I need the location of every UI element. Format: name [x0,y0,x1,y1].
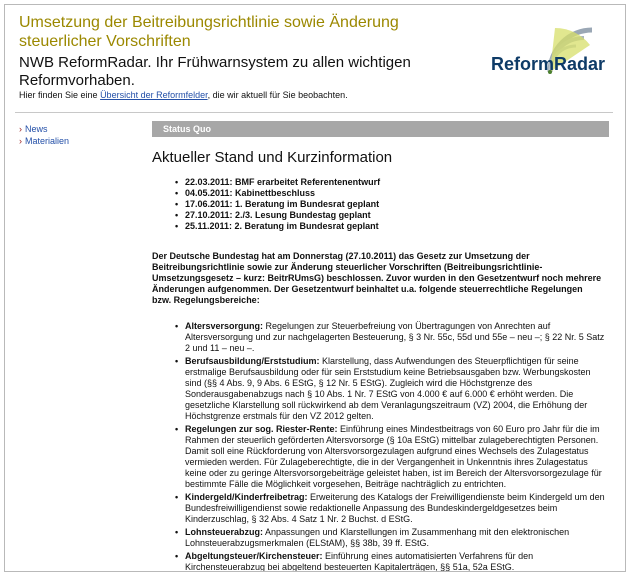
timeline-list [175,177,380,232]
regulation-text: Regelungen zur Steuerbefreiung von Übertragungen von Anrechten auf Altersversorgung und zur nachgelagerten Besteuerung, § 3 Nr. 55c, 55d und 55e – neu –; § 22 Nr. 5 Satz 2 und 11 – neu –. [185,321,605,353]
regulation-text: Erweiterung des Katalogs der Freiwilligendienste beim Kindergeld um den Bundesfreiwilligendienst sowie redaktionelle Anpassung des Bundeskindergeldgesetzes beim Kinderzuschlag, § 32 Abs. 4 Satz 1 Nr. 2 Buchst. d EStG. [185,492,605,524]
regulation-item [175,321,607,354]
left-sidebar [19,123,69,147]
regulation-text: Einführung eines automatisierten Verfahrens für den Kirchensteuerabzug bei abgeltend besteuerten Kapitalerträgen, §§ 51a, 52a EStG. [185,551,534,572]
regulation-term: Kindergeld/Kinderfreibetrag: [185,492,308,502]
arrow-right-icon: › [19,124,22,134]
header-divider [15,112,613,113]
regulation-term: Berufsausbildung/Erststudium: [185,356,320,366]
sidebar-item-label: News [25,124,48,134]
regulation-item [175,492,607,525]
regulation-term: Abgeltungsteuer/Kirchensteuer: [185,551,323,561]
timeline-item: • 22.03.2011: BMF erarbeitet Referentenentwurf [175,177,380,188]
regulation-term: Regelungen zur sog. Riester-Rente: [185,424,338,434]
regulation-text: Klarstellung, dass Aufwendungen des Steuerpflichtigen für seine erstmalige Berufsausbildung oder für sein Erststudium keine Betriebsausgaben bzw. Werbungskosten sind (§§ 4 Abs. 9, 9 Abs. 6 EStG, § 12 Nr. 5 EStG). Zugleich wird die Höchstgrenze des Sonderausgabenabzugs nach § 10 Abs. 1 Nr. 7 EStG von 4.000 € auf 6.000 € erhöht werden. Die gesetzliche Klarstellung soll rückwirkend ab dem Veranlagungszeitraum (VZ) 2004, die Erhöhung der Höchstgrenze erstmals für den VZ 2012 gelten. [185,356,591,421]
regulation-item [175,356,607,422]
page-frame [4,4,626,572]
summary-paragraph: Der Deutsche Bundestag hat am Donnerstag (27.10.2011) das Gesetz zur Umsetzung der Beitreibungsrichtlinie sowie zur Änderung steuerlicher Vorschriften (Beitreibungsrichtlinie-Umsetzungsgesetz – kurz: BeitrRUmsG) beschlossen. Zuvor wurden in den Gesetzentwurf noch mehrere Änderungen aufgenommen. Der Gesetzentwurf beinhaltet u.a. folgende steuerrechtliche Regelungen bzw. Regelungsbereiche: [152,251,602,305]
timeline-item: • 17.06.2011: 1. Beratung im Bundesrat geplant [175,199,380,210]
sidebar-item-materialien[interactable] [19,135,69,147]
intro-text-before: Hier finden Sie eine [19,90,101,100]
regulation-term: Lohnsteuerabzug: [185,527,263,537]
intro-text-after: , die wir aktuell für Sie beobachten. [207,90,348,100]
regulation-text: Einführung eines Mindestbeitrags von 60 Euro pro Jahr für die im Rahmen der steuerlich geförderten Altersvorsorge (§ 10a EStG) mittelbar zulageberechtigten Personen. Damit soll eine Rückforderung von Altersvorsorgezulagen aufgrund eines Wechsels des Zulagestatus vermieden werden. Für Zulageberechtigte, die in der Vergangenheit in Unkenntnis ihres Zulagestatus keine oder zu geringe Altersvorsorgebeiträge geleistet haben, ist im Bereich der Altersvorsorgezulage für bestimmte Fälle die Möglichkeit vorgesehen, Beiträge nachträglich zu entrichten. [185,424,602,489]
intro-text [19,90,348,100]
regulation-item [175,551,607,572]
section-heading: Aktueller Stand und Kurzinformation [152,149,393,166]
reformradar-logo-text: ReformRadar [491,54,606,74]
status-quo-bar: Status Quo [152,121,609,137]
sidebar-item-label: Materialien [25,136,70,146]
timeline-item: • 04.05.2011: Kabinettbeschluss [175,188,380,199]
regulation-item [175,527,607,549]
sidebar-item-news[interactable] [19,123,69,135]
reformfelder-link[interactable]: Übersicht der Reformfelder [100,90,208,100]
regulation-item [175,424,607,490]
arrow-right-icon: › [19,136,22,146]
regulations-list [175,321,607,572]
timeline-item: • 27.10.2011: 2./3. Lesung Bundestag geplant [175,210,380,221]
timeline-item: • 25.11.2011: 2. Beratung im Bundesrat geplant [175,221,380,232]
regulation-term: Altersversorgung: [185,321,264,331]
page-subtitle: NWB ReformRadar. Ihr Frühwarnsystem zu allen wichtigen Reformvorhaben. [19,54,411,89]
page-title: Umsetzung der Beitreibungsrichtlinie sowie Änderung steuerlicher Vorschriften [19,14,399,50]
regulation-text: Anpassungen und Klarstellungen im Zusammenhang mit den elektronischen Lohnsteuerabzugsmerkmalen (ELStAM), §§ 38b, 39 ff. EStG. [185,527,570,548]
